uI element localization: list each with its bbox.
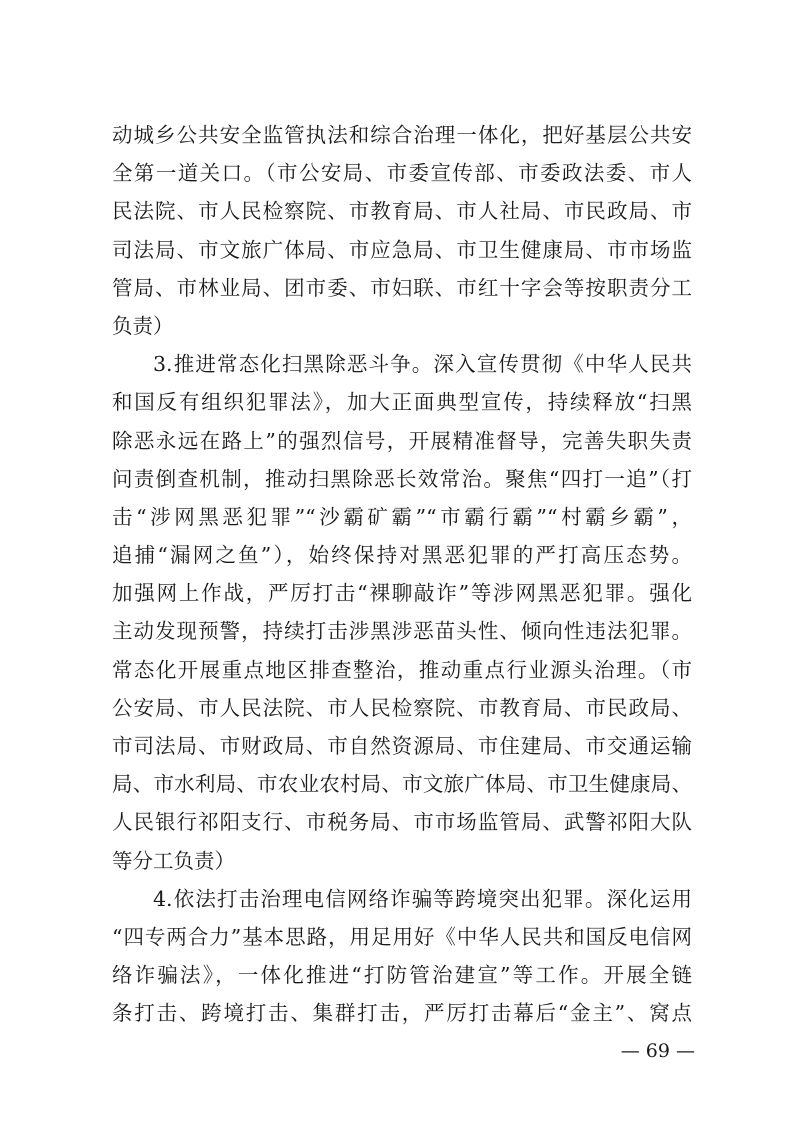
text-line: 市司法局、市财政局、市自然资源局、市住建局、市交通运输 bbox=[112, 734, 692, 758]
text-line: 负责） bbox=[112, 313, 174, 338]
text-line: 公安局、市人民法院、市人民检察院、市教育局、市民政局、 bbox=[112, 695, 692, 720]
text-line: “四专两合力”基本思路，用足用好《中华人民共和国反电信网 bbox=[112, 924, 692, 949]
text-line: 人民银行祁阳支行、市税务局、市市场监管局、武警祁阳大队 bbox=[112, 810, 692, 835]
text-line: 局、市水利局、市农业农村局、市文旅广体局、市卫生健康局、 bbox=[112, 772, 692, 797]
text-line: 条打击、跨境打击、集群打击，严厉打击幕后“金主”、窝点 bbox=[112, 1001, 692, 1026]
text-line: 问责倒查机制，推动扫黑除恶长效常治。聚焦“四打一追”（打 bbox=[112, 466, 692, 491]
text-line: 3.推进常态化扫黑除恶斗争。深入宣传贯彻《中华人民共 bbox=[153, 352, 692, 377]
text-line: 常态化开展重点地区排查整治，推动重点行业源头治理。（市 bbox=[112, 657, 692, 682]
text-line: 司法局、市文旅广体局、市应急局、市卫生健康局、市市场监 bbox=[112, 237, 692, 262]
text-line: 除恶永远在路上”的强烈信号，开展精准督导，完善失职失责 bbox=[112, 428, 692, 453]
text-line: 和国反有组织犯罪法》，加大正面典型宣传，持续释放“扫黑 bbox=[112, 390, 692, 415]
text-line: 加强网上作战，严厉打击“裸聊敲诈”等涉网黑恶犯罪。强化 bbox=[112, 581, 692, 606]
text-line: 主动发现预警，持续打击涉黑涉恶苗头性、倾向性违法犯罪。 bbox=[112, 619, 692, 644]
text-line: 全第一道关口。（市公安局、市委宣传部、市委政法委、市人 bbox=[112, 161, 692, 186]
text-line: 追捕“漏网之鱼”），始终保持对黑恶犯罪的严打高压态势。 bbox=[112, 543, 692, 568]
text-line: 击“涉网黑恶犯罪”“沙霸矿霸”“市霸行霸”“村霸乡霸”， bbox=[112, 504, 692, 529]
body-text bbox=[112, 116, 692, 1033]
text-line: 民法院、市人民检察院、市教育局、市人社局、市民政局、市 bbox=[112, 199, 692, 224]
page-number: — 69 — bbox=[620, 1040, 695, 1062]
text-line: 动城乡公共安全监管执法和综合治理一体化，把好基层公共安 bbox=[112, 123, 692, 147]
text-line: 4.依法打击治理电信网络诈骗等跨境突出犯罪。深化运用 bbox=[153, 886, 692, 911]
text-line: 管局、市林业局、团市委、市妇联、市红十字会等按职责分工 bbox=[112, 275, 692, 300]
text-line: 络诈骗法》，一体化推进“打防管治建宣”等工作。开展全链 bbox=[112, 963, 692, 988]
text-line: 等分工负责） bbox=[112, 848, 235, 873]
